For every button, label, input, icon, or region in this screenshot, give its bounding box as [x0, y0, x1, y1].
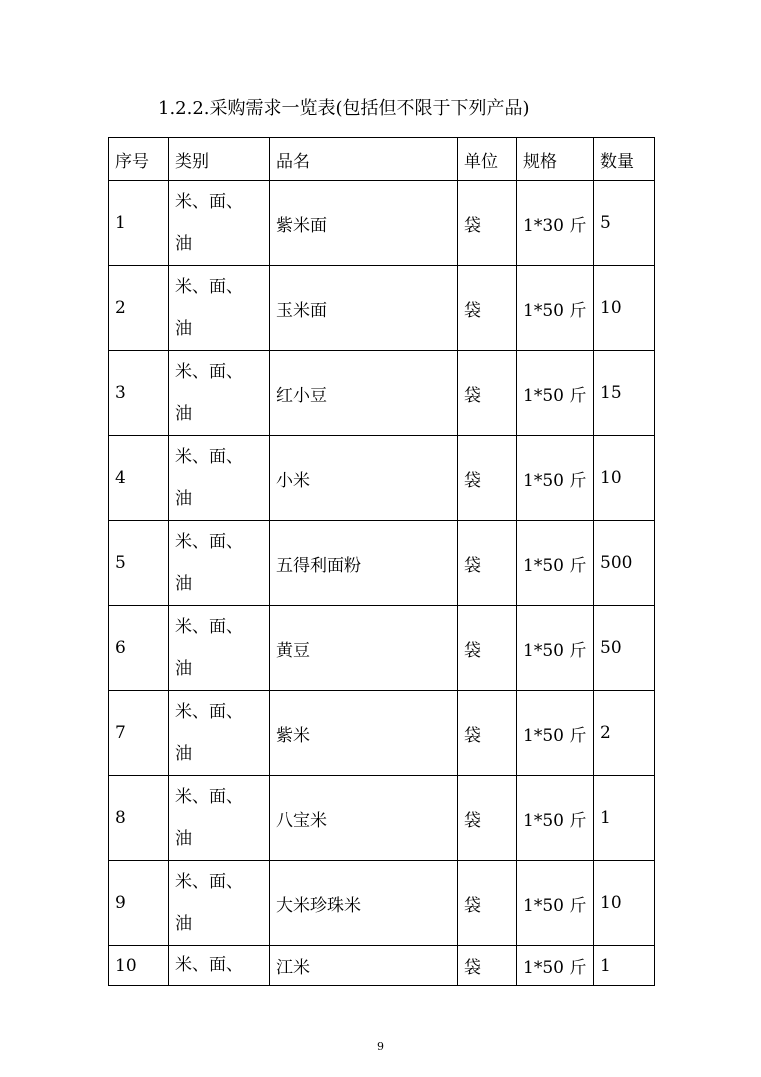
cell-qty: 5	[594, 181, 655, 266]
cell-no: 9	[109, 861, 169, 946]
cell-no: 4	[109, 436, 169, 521]
cell-qty: 1	[594, 946, 655, 986]
header-unit: 单位	[458, 138, 517, 181]
cell-unit: 袋	[458, 266, 517, 351]
section-title: 1.2.2.采购需求一览表(包括但不限于下列产品)	[158, 98, 530, 119]
cell-qty: 500	[594, 521, 655, 606]
cell-category: 米、面、油	[169, 351, 270, 436]
cell-spec: 1*50 斤	[517, 521, 594, 606]
cell-no: 10	[109, 946, 169, 986]
cell-name: 黄豆	[270, 606, 458, 691]
table-header-row	[109, 138, 655, 181]
cell-spec: 1*30 斤	[517, 181, 594, 266]
table-row	[109, 521, 655, 606]
cell-no: 7	[109, 691, 169, 776]
cell-unit: 袋	[458, 351, 517, 436]
cell-unit: 袋	[458, 946, 517, 986]
cell-name: 玉米面	[270, 266, 458, 351]
cell-name: 大米珍珠米	[270, 861, 458, 946]
cell-qty: 15	[594, 351, 655, 436]
cell-name: 紫米	[270, 691, 458, 776]
cell-category: 米、面、油	[169, 521, 270, 606]
cell-category: 米、面、油	[169, 691, 270, 776]
cell-qty: 1	[594, 776, 655, 861]
cell-no: 8	[109, 776, 169, 861]
cell-no: 1	[109, 181, 169, 266]
table-row	[109, 861, 655, 946]
table-row	[109, 691, 655, 776]
cell-no: 2	[109, 266, 169, 351]
page-number: 9	[377, 1040, 384, 1053]
cell-category: 米、面、油	[169, 181, 270, 266]
cell-spec: 1*50 斤	[517, 691, 594, 776]
header-category: 类别	[169, 138, 270, 181]
cell-unit: 袋	[458, 776, 517, 861]
cell-no: 6	[109, 606, 169, 691]
cell-unit: 袋	[458, 606, 517, 691]
cell-no: 5	[109, 521, 169, 606]
cell-unit: 袋	[458, 436, 517, 521]
cell-category: 米、面、油	[169, 266, 270, 351]
table-row	[109, 351, 655, 436]
table-row	[109, 266, 655, 351]
cell-no: 3	[109, 351, 169, 436]
table-row	[109, 946, 655, 986]
cell-spec: 1*50 斤	[517, 776, 594, 861]
cell-spec: 1*50 斤	[517, 861, 594, 946]
procurement-table	[108, 137, 655, 986]
cell-name: 江米	[270, 946, 458, 986]
cell-unit: 袋	[458, 861, 517, 946]
cell-spec: 1*50 斤	[517, 436, 594, 521]
cell-qty: 10	[594, 436, 655, 521]
cell-name: 小米	[270, 436, 458, 521]
cell-spec: 1*50 斤	[517, 351, 594, 436]
header-name: 品名	[270, 138, 458, 181]
cell-spec: 1*50 斤	[517, 946, 594, 986]
table-row	[109, 436, 655, 521]
cell-qty: 10	[594, 861, 655, 946]
cell-unit: 袋	[458, 521, 517, 606]
cell-spec: 1*50 斤	[517, 606, 594, 691]
cell-name: 紫米面	[270, 181, 458, 266]
table-row	[109, 776, 655, 861]
cell-unit: 袋	[458, 691, 517, 776]
cell-name: 红小豆	[270, 351, 458, 436]
cell-qty: 50	[594, 606, 655, 691]
cell-unit: 袋	[458, 181, 517, 266]
cell-category: 米、面、油	[169, 606, 270, 691]
header-no: 序号	[109, 138, 169, 181]
header-spec: 规格	[517, 138, 594, 181]
table-row	[109, 606, 655, 691]
cell-qty: 10	[594, 266, 655, 351]
cell-qty: 2	[594, 691, 655, 776]
cell-category: 米、面、油	[169, 436, 270, 521]
cell-name: 五得利面粉	[270, 521, 458, 606]
cell-category: 米、面、油	[169, 861, 270, 946]
cell-category: 米、面、油	[169, 776, 270, 861]
header-qty: 数量	[594, 138, 655, 181]
cell-name: 八宝米	[270, 776, 458, 861]
table-row	[109, 181, 655, 266]
cell-category: 米、面、	[169, 946, 270, 986]
cell-spec: 1*50 斤	[517, 266, 594, 351]
